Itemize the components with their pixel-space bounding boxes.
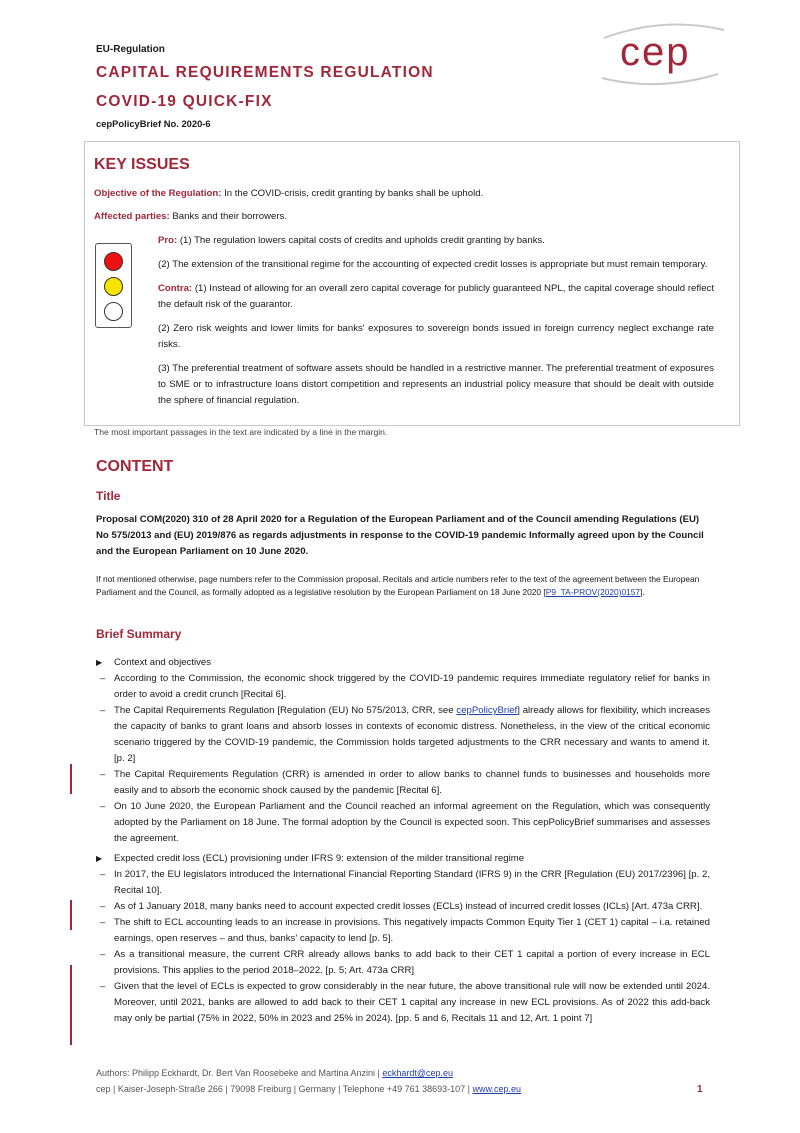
list-item-text: As of 1 January 2018, many banks need to account expected credit losses (ECLs) instead of incurred credit losses (ICLs) [Art. 473a CRR]. xyxy=(114,901,703,912)
document-category: EU-Regulation xyxy=(96,44,165,55)
red-lamp-icon xyxy=(104,252,123,271)
margin-note: The most important passages in the text are indicated by a line in the margin. xyxy=(94,427,388,437)
list-item-text: In 2017, the EU legislators introduced the International Financial Reporting Standard (IFRS 9) in the CRR [Regulation (EU) 2017/2396] [p. 2, Recital 10]. xyxy=(114,869,710,896)
key-issues-heading: KEY ISSUES xyxy=(94,156,190,173)
page-number: 1 xyxy=(697,1084,703,1095)
website-link[interactable]: www.cep.eu xyxy=(472,1084,522,1094)
list-item: – In 2017, the EU legislators introduced the International Financial Reporting Standard (IFRS 9) in the CRR [Regulation (EU) 2017/2396] [p. 2, Recital 10]. xyxy=(100,869,710,896)
margin-line xyxy=(70,764,72,794)
affected-text: Banks and their borrowers. xyxy=(169,211,288,222)
yellow-lamp-icon xyxy=(104,277,123,296)
contra-item-2: (2) Zero risk weights and lower limits for banks' exposures to sovereign bonds issued in foreign currency neglect exchange rate risks. xyxy=(158,323,714,350)
pro-text-1: (1) The regulation lowers capital costs of credits and upholds credit granting by banks. xyxy=(177,235,545,246)
email-link[interactable]: eckhardt@cep.eu xyxy=(382,1068,454,1078)
margin-line xyxy=(70,965,72,1045)
context-section xyxy=(96,655,710,847)
objective-text: In the COVID-crisis, credit granting by banks shall be uphold. xyxy=(221,188,484,199)
authors-text: Authors: Philipp Eckhardt, Dr. Bert Van Roosebeke and Martina Anzini | xyxy=(96,1068,383,1078)
ecl-heading-text: Expected credit loss (ECL) provisioning under IFRS 9: extension of the milder transitional regime xyxy=(114,853,525,864)
list-item-text: As a transitional measure, the current CRR already allows banks to add back to their CET 1 capital a portion of every increase in ECL provisions. This applies to the period 2018–2022. [p. 5; Art. 473a CRR] xyxy=(114,949,710,976)
triangle-bullet-icon: ▶ xyxy=(96,658,103,667)
list-item: – According to the Commission, the economic shock triggered by the COVID-19 pandemic requires immediate regulatory relief for banks in order to avoid a credit crunch [Recital 6]. xyxy=(100,673,710,700)
white-lamp-icon xyxy=(104,302,123,321)
ecl-heading xyxy=(96,851,710,867)
list-item-text: According to the Commission, the economic shock triggered by the COVID-19 pandemic requires immediate regulatory relief for banks in order to avoid a credit crunch [Recital 6]. xyxy=(114,673,710,700)
contra-item-3: (3) The preferential treatment of software assets should be handled in a restrictive manner. The preferential treatment of exposures to SME or to infrastructure loans distort competition and represents an industrial policy measure that should be dealt with outside the sphere of financial regulation. xyxy=(158,363,714,406)
list-item: – As of 1 January 2018, many banks need to account expected credit losses (ECLs) instead of incurred credit losses (ICLs) [Art. 473a CRR]. xyxy=(100,901,703,912)
triangle-bullet-icon: ▶ xyxy=(96,854,103,863)
document-title-line-1: CAPITAL REQUIREMENTS REGULATION xyxy=(96,64,434,81)
cep-policy-brief-link[interactable]: cepPolicyBrief xyxy=(456,705,518,716)
list-item: – Given that the level of ECLs is expected to grow considerably in the near future, the above transitional rule will now be extended until 2024. Moreover, until 2021, banks are allowed to add back to their CET 1 capital any increase in new ECL provisions. As of 2022 this add-back may only be partial (75% in 2022, 50% in 2023 and 25% in 2024). [pp. 5 and 6, Recitals 11 and 12, Art. 1 point 7] xyxy=(100,981,710,1024)
note-link[interactable]: P9_TA-PROV(2020)0157 xyxy=(545,587,641,597)
list-item-text: ] already allows for flexibility, which increases the capacity of banks to grant loans and absorb losses in contexts of economic distress. Nonetheless, in the view of the critical economic scenario triggered by the COVID-19 pandemic, the Commission holds targeted adjustments to the CRR necessary and wants to amend it. [p. 2] xyxy=(114,705,710,764)
context-heading-text: Context and objectives xyxy=(114,657,212,668)
pro-item-1 xyxy=(158,233,714,249)
list-item-text: The shift to ECL accounting leads to an increase in provisions. This negatively impacts Common Equity Tier 1 (CET 1) capital – i.a. retained earnings, open reserves – and thus, banks' capacity to lend [p. 5]. xyxy=(114,917,710,944)
pro-item-2: (2) The extension of the transitional regime for the accounting of expected credit losses is appropriate but must remain temporary. xyxy=(158,259,708,270)
note-text: If not mentioned otherwise, page numbers refer to the Commission proposal. Recitals and article numbers refer to the text of the agreement between the European Parliament and the Council, as formally adopted as a legislative resolution by the European Parliament on 18 June 2020 [ xyxy=(96,574,700,597)
affected-label: Affected parties: xyxy=(94,211,170,222)
pro-label: Pro: xyxy=(158,235,178,246)
contra-text-1: (1) Instead of allowing for an overall zero capital coverage for publicly guaranteed NPL, the capital coverage should reflect the default risk of the guarantor. xyxy=(158,283,714,310)
contra-label: Contra: xyxy=(158,283,193,294)
document-title-line-2: COVID-19 QUICK-FIX xyxy=(96,93,273,110)
proposal-title: Proposal COM(2020) 310 of 28 April 2020 for a Regulation of the European Parliament and of the Council amending Regulations (EU) No 575/2013 and (EU) 2019/876 as regards adjustments in response to the COVID-19 pandemic Informally agreed upon by the Council and the European Parliament on 10 June 2020. xyxy=(96,514,704,557)
list-item: – The Capital Requirements Regulation [Regulation (EU) No 575/2013, CRR, see cepPolicyBrief] already allows for flexibility, which increases the capacity of banks to grant loans and absorb losses in contexts of economic distress. Nonetheless, in the view of the critical economic scenario triggered by the COVID-19 pandemic, the Commission holds targeted adjustments to the CRR necessary and wants to amend it. [p. 2] xyxy=(100,705,710,764)
reference-note xyxy=(96,573,710,599)
list-item-text: The Capital Requirements Regulation (CRR) is amended in order to allow banks to channel funds to businesses and households more easily and to absorb the economic shock caused by the pandemic [Recital 6]. xyxy=(114,769,710,796)
objective-label: Objective of the Regulation: xyxy=(94,188,222,199)
list-item: – As a transitional measure, the current CRR already allows banks to add back to their CET 1 capital a portion of every increase in ECL provisions. This applies to the period 2018–2022. [p. 5; Art. 473a CRR] xyxy=(100,949,710,976)
address-text: cep | Kaiser-Joseph-Straße 266 | 79098 Freiburg | Germany | Telephone +49 761 38693-107 | xyxy=(96,1084,473,1094)
list-item: – The Capital Requirements Regulation (CRR) is amended in order to allow banks to channel funds to businesses and households more easily and to absorb the economic shock caused by the pandemic [Recital 6]. xyxy=(100,769,710,796)
note-end: ]. xyxy=(640,587,645,597)
list-item: – On 10 June 2020, the European Parliament and the Council reached an informal agreement on the Regulation, which was consequently adopted by the Parliament on 18 June. The formal adoption by the Council is expected soon. This cepPolicyBrief summarises and assesses the agreement. xyxy=(100,801,710,844)
list-item-text: On 10 June 2020, the European Parliament and the Council reached an informal agreement on the Regulation, which was consequently adopted by the Parliament on 18 June. The formal adoption by the Council is expected soon. This cepPolicyBrief summarises and assesses the agreement. xyxy=(114,801,710,844)
title-subheading: Title xyxy=(96,489,121,503)
cep-logo xyxy=(598,20,728,90)
list-item-text: Given that the level of ECLs is expected to grow considerably in the near future, the above transitional rule will now be extended until 2024. Moreover, until 2021, banks are allowed to add back to their CET 1 capital any increase in new ECL provisions. As of 2022 this add-back may only be partial (75% in 2022, 50% in 2023 and 25% in 2024). [pp. 5 and 6, Recitals 11 and 12, Art. 1 point 7] xyxy=(114,981,710,1024)
ecl-section xyxy=(96,851,710,1027)
brief-summary-heading: Brief Summary xyxy=(96,627,182,641)
footer-address xyxy=(96,1084,521,1094)
list-item-text: The Capital Requirements Regulation [Regulation (EU) No 575/2013, CRR, see xyxy=(114,705,457,716)
brief-number: cepPolicyBrief No. 2020-6 xyxy=(96,118,211,129)
list-item: – The shift to ECL accounting leads to an increase in provisions. This negatively impacts Common Equity Tier 1 (CET 1) capital – i.a. retained earnings, open reserves – and thus, banks' capacity to lend [p. 5]. xyxy=(100,917,710,944)
logo-text: cep xyxy=(620,30,691,74)
context-heading xyxy=(96,655,710,671)
traffic-light-icon xyxy=(95,243,132,328)
footer-authors xyxy=(96,1068,453,1078)
margin-line xyxy=(70,900,72,930)
pro-contra-list xyxy=(158,233,714,417)
content-heading: CONTENT xyxy=(96,458,174,475)
objective-line xyxy=(94,188,730,199)
contra-item-1 xyxy=(158,281,714,313)
affected-parties-line xyxy=(94,211,730,222)
